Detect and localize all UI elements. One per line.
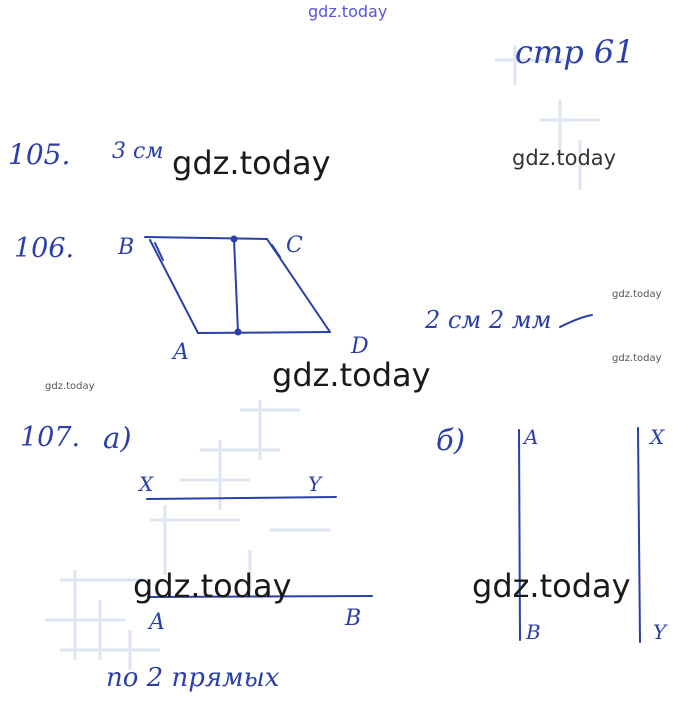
label-b-b: B xyxy=(526,620,541,644)
label-b-a: A xyxy=(524,425,539,449)
segment-bc xyxy=(145,237,267,239)
watermark-big-3: gdz.today xyxy=(133,567,292,605)
segment-ad xyxy=(198,332,330,333)
answer-underline xyxy=(560,315,592,327)
watermark-small-right-2: gdz.today xyxy=(612,353,662,364)
vertex-d-label: D xyxy=(351,334,369,359)
label-b-x: X xyxy=(650,425,665,449)
label-b: B xyxy=(345,606,362,631)
segment-ab xyxy=(150,240,198,333)
label-a: A xyxy=(149,610,165,635)
watermark-small-right-1: gdz.today xyxy=(612,289,662,300)
task-106-answer: 2 см 2 мм xyxy=(425,306,552,334)
height-top-point xyxy=(231,236,238,243)
label-x: X xyxy=(139,472,154,496)
segment-ab-vertical xyxy=(519,430,520,640)
task-107-part-b: б) xyxy=(436,423,466,457)
vertex-c-label: C xyxy=(286,233,303,258)
watermark-top: gdz.today xyxy=(308,2,388,21)
label-b-y: Y xyxy=(653,620,667,644)
watermark-header-right: gdz.today xyxy=(512,146,617,170)
label-y: Y xyxy=(308,472,322,496)
task-107-number: 107. xyxy=(20,422,81,453)
segment-xy-vertical xyxy=(638,428,640,642)
height-foot-point xyxy=(235,329,242,336)
task-105-answer: 3 см xyxy=(112,139,164,164)
vertex-b-label: B xyxy=(118,235,135,260)
task-107-part-a: а) xyxy=(103,421,132,455)
watermark-big-1: gdz.today xyxy=(172,144,331,182)
watermark-big-2: gdz.today xyxy=(272,356,431,394)
watermark-small-left: gdz.today xyxy=(45,381,95,392)
task-106-number: 106. xyxy=(14,233,75,264)
task-107-conclusion: по 2 прямых xyxy=(106,663,280,693)
vertex-a-label: A xyxy=(173,340,189,365)
height-line xyxy=(234,239,238,332)
page-reference: стр 61 xyxy=(515,33,635,71)
segment-xy xyxy=(147,497,336,499)
watermark-big-4: gdz.today xyxy=(472,567,631,605)
task-105-number: 105. xyxy=(8,138,71,171)
